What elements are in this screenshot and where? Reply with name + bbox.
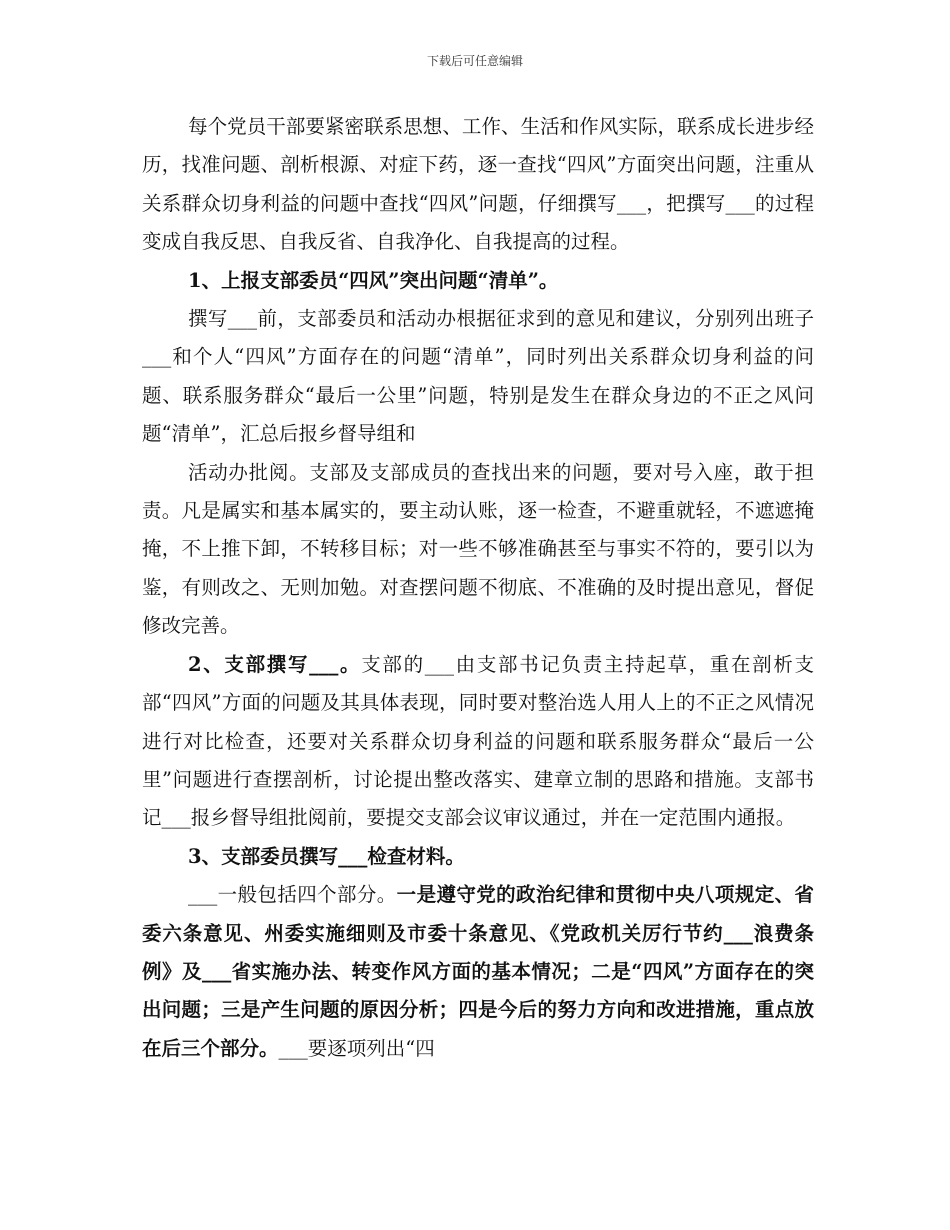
paragraph-3 — [142, 876, 814, 1068]
paragraph-intro: 每个党员干部要紧密联系思想、工作、生活和作风实际，联系成长进步经历，找准问题、剖析根源、对症下药，逐一查找“四风”方面突出问题，注重从关系群众切身利益的问题中查找“四风”问题，仔细撰写___，把撰写___的过程变成自我反思、自我反省、自我净化、自我提高的过程。 — [142, 115, 814, 254]
paragraph-1-a: 撰写___前，支部委员和活动办根据征求到的意见和建议，分别列出班子___和个人“四风”方面存在的问题“清单”，同时列出关系群众切身利益的问题、联系服务群众“最后一公里”问题，特别是发生在群众身边的不正之风问题“清单”，汇总后报乡督导组和 — [142, 307, 814, 446]
document-body — [142, 108, 814, 1068]
paragraph-2 — [142, 646, 814, 838]
paragraph-1-b: 活动办批阅。支部及支部成员的查找出来的问题，要对号入座，敢于担责。凡是属实和基本属实的，要主动认账，逐一检查，不避重就轻，不遮遮掩掩，不上推下卸，不转移目标；对一些不够准确甚至与事实不符的，要引以为鉴，有则改之、无则加勉。对查摆问题不彻底、不准确的及时提出意见，督促修改完善。 — [142, 460, 814, 638]
paragraph-2-text: 支部的___由支部书记负责主持起草，重在剖析支部“四风”方面的问题及其具体表现，同时要对整治选人用人上的不正之风情况进行对比检查，还要对关系群众切身利益的问题和联系服务群众“最后一公里”问题进行查摆剖析，讨论提出整改落实、建章立制的思路和措施。支部书记___报乡督导组批阅前，要提交支部会议审议通过，并在一定范围内通报。 — [142, 652, 814, 830]
paragraph-3-bold: 一是遵守党的政治纪律和贯彻中央八项规定、省委六条意见、州委实施细则及市委十条意见、《党政机关厉行节约___浪费条例》及___省实施办法、转变作风方面的基本情况；二是“四风”方面存在的突出问题；三是产生问题的原因分析；四是今后的努力方向和改进措施，重点放在后三个部分。 — [142, 883, 814, 1060]
section-heading-2: 2、支部撰写___。 — [188, 652, 362, 676]
section-heading-1: 1、上报支部委员“四风”突出问题“清单”。 — [188, 268, 559, 292]
paragraph-3-lead: ___一般包括四个部分。 — [188, 883, 397, 907]
section-heading-3: 3、支部委员撰写___检查材料。 — [188, 844, 465, 868]
paragraph-3-tail: ___要逐项列出“四 — [278, 1036, 435, 1060]
page-header: 下载后可任意编辑 — [426, 54, 523, 68]
